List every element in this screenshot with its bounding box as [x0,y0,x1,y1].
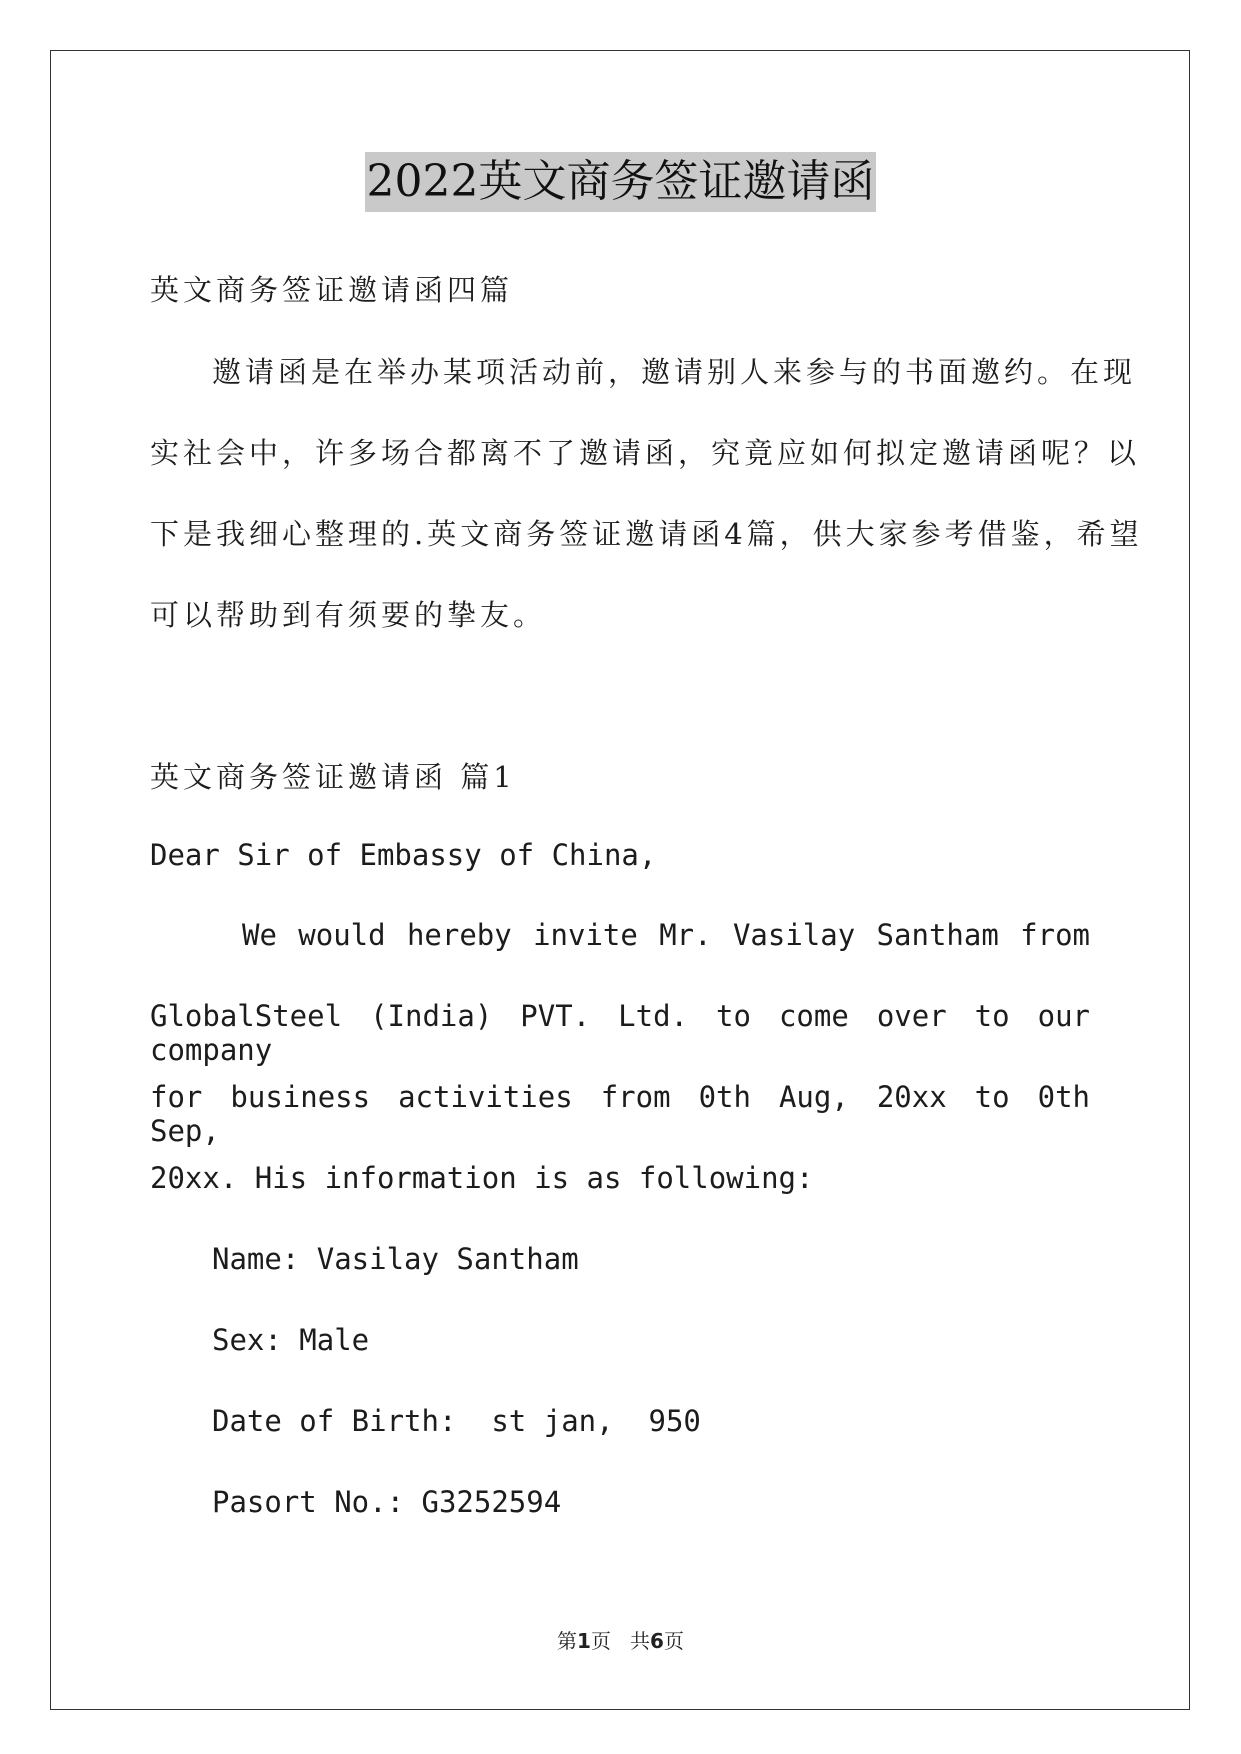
intro-line-4: 可以帮助到有须要的挚友。 [150,598,547,632]
document-subtitle: 英文商务签证邀请函四篇 [150,273,514,307]
footer-middle: 页 共 [590,1629,651,1653]
footer-current-page: 1 [577,1629,591,1653]
body-line-4: 20xx. His information is as following: [150,1161,814,1195]
info-passport: Pasort No.: G3252594 [212,1485,562,1519]
footer-suffix: 页 [663,1629,684,1653]
title-wrapper [0,152,1241,212]
body-line-3: for business activities from 0th Aug, 20xx to 0th Sep, [150,1080,1090,1148]
info-name: Name: Vasilay Santham [212,1242,579,1276]
intro-line-1: 邀请函是在举办某项活动前，邀请别人来参与的书面邀约。在现 [212,355,1137,389]
body-line-1: We would hereby invite Mr. Vasilay Santham from [242,918,1090,952]
page-footer [0,1625,1241,1654]
section-heading: 英文商务签证邀请函 篇1 [150,760,516,794]
info-birth: Date of Birth: st jan, 950 [212,1404,701,1438]
document-title: 2022英文商务签证邀请函 [365,152,877,212]
info-sex: Sex: Male [212,1323,370,1357]
body-line-2: GlobalSteel (India) PVT. Ltd. to come over to our company [150,999,1090,1067]
footer-total-pages: 6 [650,1629,664,1653]
salutation: Dear Sir of Embassy of China, [150,838,657,872]
intro-line-3: 下是我细心整理的.英文商务签证邀请函4篇，供大家参考借鉴，希望 [150,517,1143,551]
intro-line-2: 实社会中，许多场合都离不了邀请函，究竟应如何拟定邀请函呢？以 [150,436,1141,470]
footer-prefix: 第 [557,1629,578,1653]
